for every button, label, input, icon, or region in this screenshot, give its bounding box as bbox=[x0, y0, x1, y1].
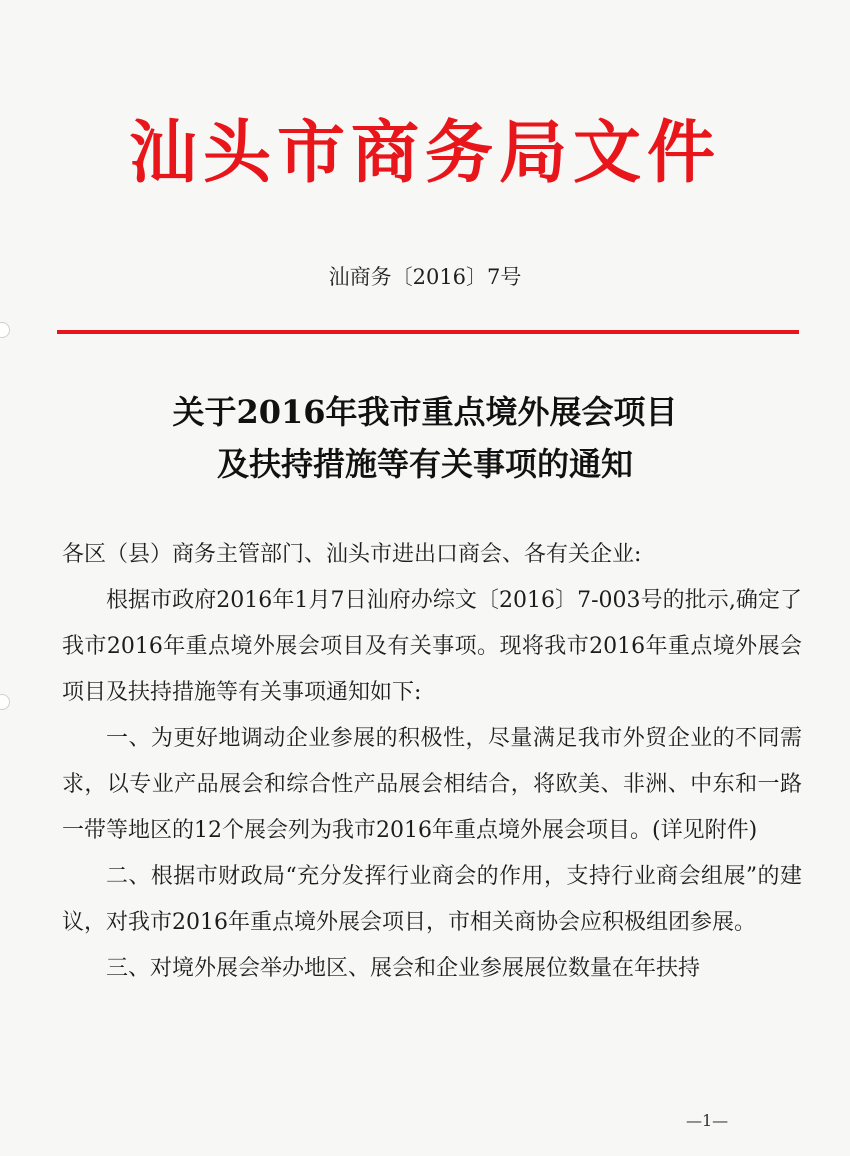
red-divider-line bbox=[57, 330, 799, 334]
body-paragraph: 根据市政府2016年1月7日汕府办综文〔2016〕7-003号的批示,确定了我市2016年重点境外展会项目及有关事项。现将我市2016年重点境外展会项目及扶持措施等有关事项通知如下: bbox=[62, 588, 802, 705]
notice-body bbox=[62, 532, 802, 992]
body-paragraph: 一、为更好地调动企业参展的积极性，尽量满足我市外贸企业的不同需求，以专业产品展会和综合性产品展会相结合，将欧美、非洲、中东和一路一带等地区的12个展会列为我市2016年重点境外展会项目。(详见附件) bbox=[62, 726, 802, 843]
document-header-title: 汕头市商务局文件 bbox=[128, 113, 721, 193]
punch-hole-mark bbox=[0, 322, 10, 338]
notice-title-line-1: 关于2016年我市重点境外展会项目 bbox=[172, 393, 678, 431]
body-paragraph: 三、对境外展会举办地区、展会和企业参展展位数量在年扶持 bbox=[106, 956, 701, 981]
punch-hole-mark bbox=[0, 694, 10, 710]
notice-title-line-2: 及扶持措施等有关事项的通知 bbox=[216, 445, 633, 483]
body-paragraph: 二、根据市财政局“充分发挥行业商会的作用，支持行业商会组展”的建议，对我市2016年重点境外展会项目，市相关商协会应积极组团参展。 bbox=[62, 864, 802, 935]
salutation: 各区（县）商务主管部门、汕头市进出口商会、各有关企业: bbox=[62, 542, 642, 567]
page-number: —1— bbox=[686, 1111, 729, 1130]
document-number: 汕商务〔2016〕7号 bbox=[328, 265, 522, 289]
notice-title bbox=[0, 386, 850, 490]
